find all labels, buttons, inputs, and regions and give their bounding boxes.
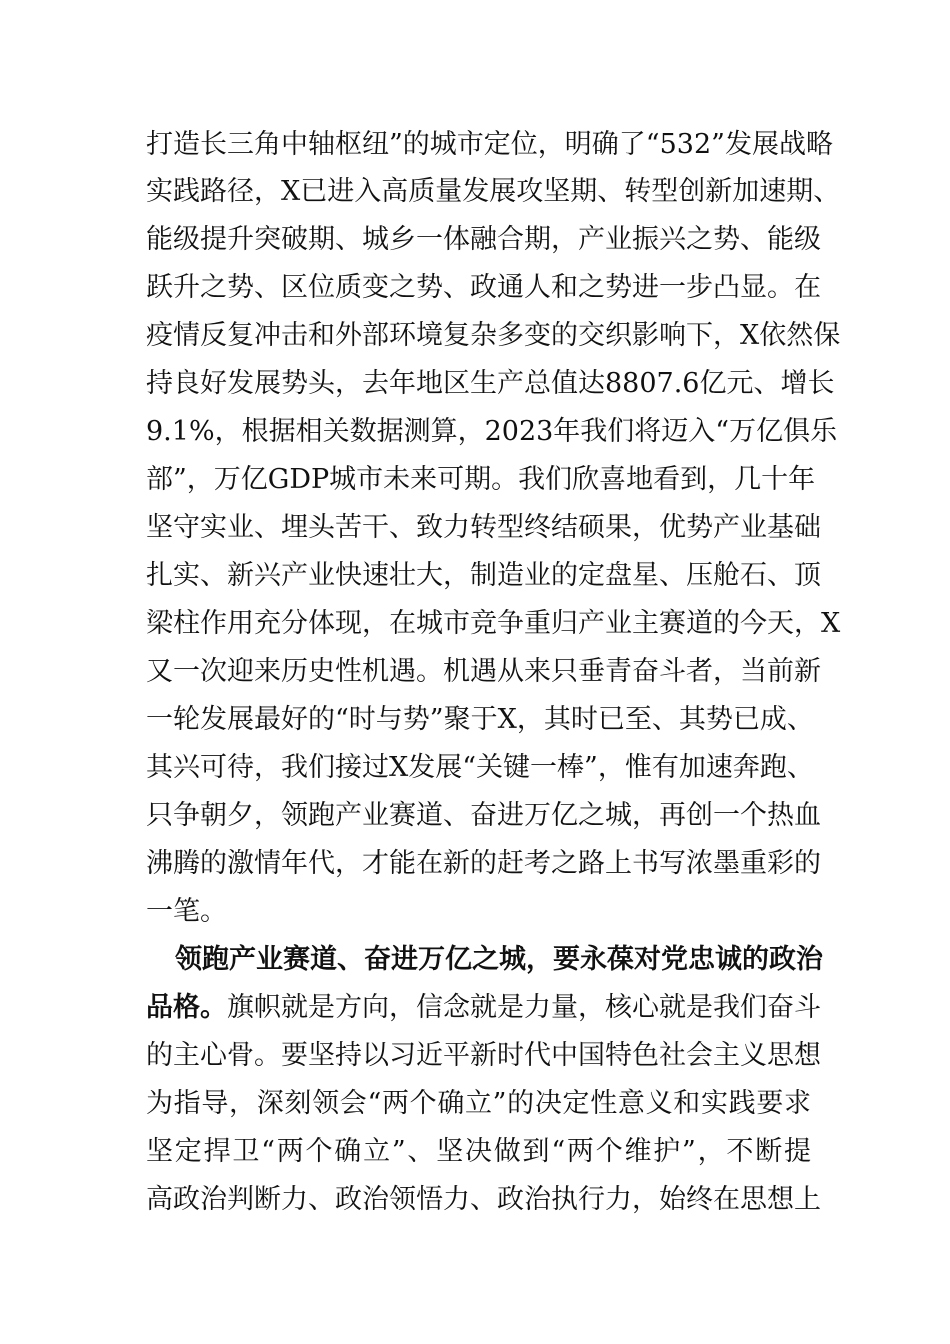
body-text-line: 实践路径，X已进入高质量发展攻坚期、转型创新加速期、 (146, 176, 841, 207)
body-text-line: 沸腾的激情年代，才能在新的赶考之路上书写浓墨重彩的 (146, 848, 821, 879)
body-text-line: 只争朝夕，领跑产业赛道、奋进万亿之城，再创一个热血 (146, 800, 821, 831)
body-text-line: 坚守实业、埋头苦干、致力转型终结硕果，优势产业基础 (146, 512, 821, 543)
body-text-line: 疫情反复冲击和外部环境复杂多变的交织影响下，X依然保 (146, 320, 841, 351)
body-text-segment: 旗帜就是方向，信念就是力量，核心就是我们奋斗 (227, 992, 821, 1023)
body-text-line: 部”，万亿GDP城市未来可期。我们欣喜地看到，几十年 (146, 464, 816, 495)
body-text-line: 持良好发展势头，去年地区生产总值达8807.6亿元、增长 (146, 368, 835, 399)
body-text-line: 又一次迎来历史性机遇。机遇从来只垂青奋斗者，当前新 (146, 656, 821, 687)
bold-heading-line: 领跑产业赛道、奋进万亿之城，要永葆对党忠诚的政治 (175, 944, 823, 975)
body-text-line: 能级提升突破期、城乡一体融合期，产业振兴之势、能级 (146, 224, 821, 255)
body-text-line: 的主心骨。要坚持以习近平新时代中国特色社会主义思想 (146, 1040, 821, 1071)
body-text-line: 坚定捍卫“两个确立”、坚决做到“两个维护”，不断提 (146, 1136, 811, 1167)
body-text-line: 为指导，深刻领会“两个确立”的决定性意义和实践要求 (146, 1088, 811, 1119)
body-text-line: 9.1%，根据相关数据测算，2023年我们将迈入“万亿俱乐 (146, 416, 838, 447)
body-text-line: 一笔。 (146, 896, 227, 927)
mixed-text-line (146, 988, 821, 1028)
bold-heading-end: 品格。 (146, 992, 227, 1023)
body-text-line: 扎实、新兴产业快速壮大，制造业的定盘星、压舱石、顶 (146, 560, 821, 591)
body-text-line: 高政治判断力、政治领悟力、政治执行力，始终在思想上 (146, 1184, 821, 1215)
body-text-line: 打造长三角中轴枢纽”的城市定位，明确了“532”发展战略 (146, 129, 833, 160)
body-text-line: 梁柱作用充分体现，在城市竞争重归产业主赛道的今天，X (146, 608, 841, 639)
body-text-line: 跃升之势、区位质变之势、政通人和之势进一步凸显。在 (146, 272, 821, 303)
body-text-line: 其兴可待，我们接过X发展“关键一棒”，惟有加速奔跑、 (146, 752, 814, 783)
body-text-line: 一轮发展最好的“时与势”聚于X，其时已至、其势已成、 (146, 704, 814, 735)
